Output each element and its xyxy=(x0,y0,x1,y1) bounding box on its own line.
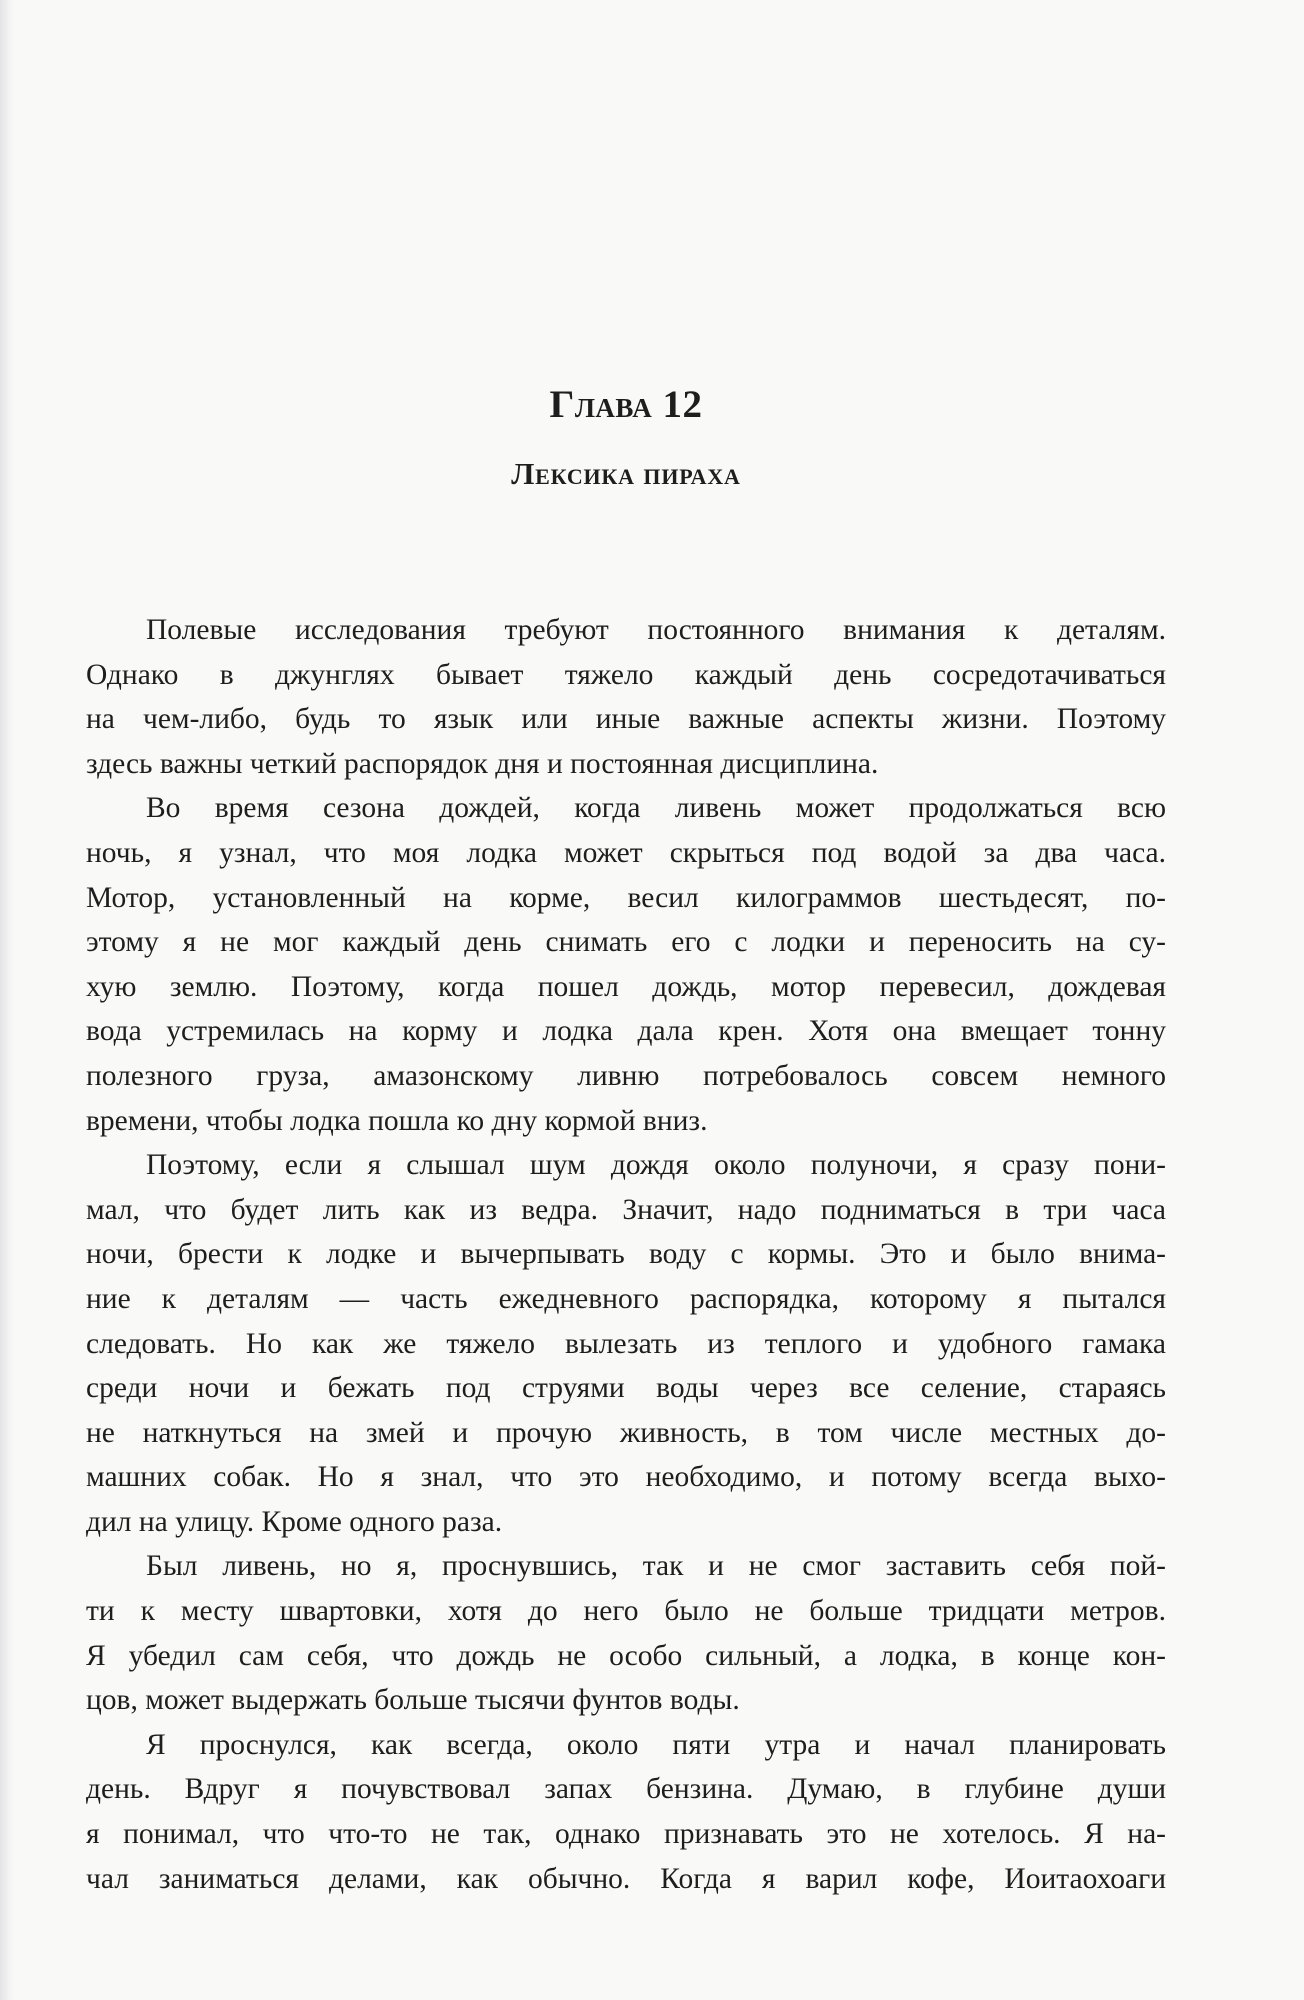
paragraph-2 xyxy=(86,786,1166,1143)
text-line: ние к деталям — часть ежедневного распорядка, которому я пытался xyxy=(86,1282,1166,1315)
text-line: хую землю. Поэтому, когда пошел дождь, мотор перевесил, дождевая xyxy=(86,970,1166,1003)
text-line: полезного груза, амазонскому ливню потребовалось совсем немного xyxy=(86,1059,1166,1092)
text-line: дил на улицу. Кроме одного раза. xyxy=(86,1505,503,1538)
text-line: на чем-либо, будь то язык или иные важные аспекты жизни. Поэтому xyxy=(86,703,1166,736)
text-line: Полевые исследования требуют постоянного внимания к деталям. xyxy=(146,614,1166,646)
text-line: ти к месту швартовки, хотя до него было не больше тридцати метров. xyxy=(86,1595,1166,1628)
text-line: ночи, брести к лодке и вычерпывать воду с кормы. Это и было внима- xyxy=(86,1238,1166,1271)
text-line: вода устремилась на корму и лодка дала крен. Хотя она вмещает тонну xyxy=(86,1015,1166,1048)
text-line: ночь, я узнал, что моя лодка может скрыться под водой за два часа. xyxy=(86,836,1166,869)
text-line: времени, чтобы лодка пошла ко дну кормой вниз. xyxy=(86,1104,708,1137)
paragraph-3 xyxy=(86,1143,1166,1544)
text-line: Мотор, установленный на корме, весил килограммов шестьдесят, по- xyxy=(86,881,1166,914)
text-line: этому я не мог каждый день снимать его с лодки и переносить на су- xyxy=(86,926,1166,959)
text-line: Я проснулся, как всегда, около пяти утра и начал планировать xyxy=(146,1728,1166,1761)
text-line: Я убедил сам себя, что дождь не особо сильный, а лодка, в конце кон- xyxy=(86,1639,1166,1672)
text-line: среди ночи и бежать под струями воды через все селение, стараясь xyxy=(86,1372,1166,1405)
text-line: чал заниматься делами, как обычно. Когда я варил кофе, Иоитаохоаги xyxy=(86,1862,1166,1895)
chapter-number: Глава 12 xyxy=(549,383,703,426)
body-text xyxy=(86,608,1166,1901)
text-line: Поэтому, если я слышал шум дождя около полуночи, я сразу пони- xyxy=(146,1149,1166,1182)
text-line: Был ливень, но я, проснувшись, так и не смог заставить себя пой- xyxy=(146,1550,1166,1583)
paragraph-1 xyxy=(86,608,1166,786)
text-line: машних собак. Но я знал, что это необходимо, и потому всегда выхо- xyxy=(86,1461,1166,1494)
text-line: здесь важны четкий распорядок дня и постоянная дисциплина. xyxy=(86,747,879,780)
chapter-title: Лексика пираха xyxy=(511,456,741,491)
text-line: Во время сезона дождей, когда ливень может продолжаться всю xyxy=(146,792,1166,825)
text-line: цов, может выдержать больше тысячи фунтов воды. xyxy=(86,1684,740,1717)
page-edge-shadow xyxy=(0,0,14,2000)
text-line: Однако в джунглях бывает тяжело каждый день сосредотачиваться xyxy=(86,658,1166,691)
text-line: я понимал, что что-то не так, однако признавать это не хотелось. Я на- xyxy=(86,1818,1166,1851)
text-line: следовать. Но как же тяжело вылезать из теплого и удобного гамака xyxy=(86,1327,1166,1360)
paragraph-5 xyxy=(86,1723,1166,1901)
paragraph-4 xyxy=(86,1544,1166,1722)
text-line: не наткнуться на змей и прочую живность, в том числе местных до- xyxy=(86,1416,1166,1449)
text-line: день. Вдруг я почувствовал запах бензина. Думаю, в глубине души xyxy=(86,1773,1166,1806)
text-line: мал, что будет лить как из ведра. Значит, надо подниматься в три часа xyxy=(86,1193,1166,1226)
